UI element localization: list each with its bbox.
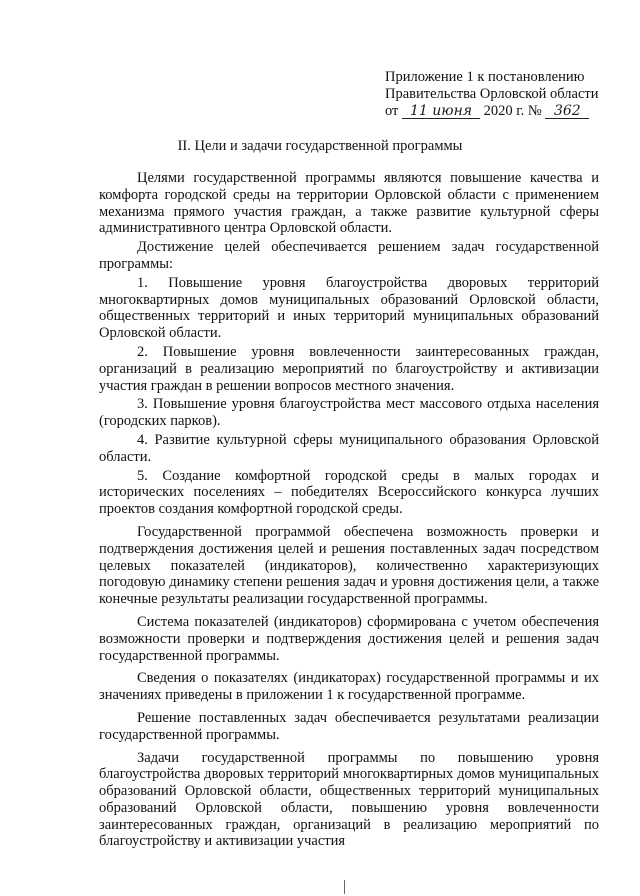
- paragraph-goals: Целями государственной программы являются повышение качества и комфорта городской среды на территории Орловской области с применением механизма прямого участия граждан, а также развитие культурной сферы административного центра Орловской области.: [99, 170, 599, 237]
- body-text: [99, 170, 599, 852]
- handwritten-date: 11 июня: [402, 104, 480, 119]
- handwritten-number: 362: [545, 104, 589, 119]
- paragraph-solution: Решение поставленных задач обеспечивается результатами реализации государственной программы.: [99, 709, 599, 743]
- paragraph-achievement: Достижение целей обеспечивается решением задач государственной программы:: [99, 239, 599, 272]
- paragraph-info: Сведения о показателях (индикаторах) государственной программы и их значениях приведены в приложении 1 к государственной программе.: [99, 670, 599, 704]
- task-item-5: 5. Создание комфортной городской среды в малых городах и исторических поселениях – победителях Всероссийского конкурса лучших проектов создания комфортной городской среды.: [99, 467, 599, 518]
- date-prefix: от: [385, 103, 399, 119]
- scan-mark: [344, 880, 345, 894]
- task-item-3: 3. Повышение уровня благоустройства мест массового отдыха населения (городских парков).: [99, 396, 599, 430]
- appendix-line-2: Правительства Орловской области: [385, 86, 599, 102]
- task-item-4: 4. Развитие культурной сферы муниципального образования Орловской области.: [99, 431, 599, 465]
- paragraph-indicators: Государственной программой обеспечена возможность проверки и подтверждения достижения целей и решения поставленных задач посредством целевых показателей (индикаторов), количественно характеризующих погодовую динамику степени решения задач и уровня достижения цели, а также конечные результаты реализации государственной программы.: [99, 523, 599, 608]
- paragraph-tasks: Задачи государственной программы по повышению уровня благоустройства дворовых территорий многоквартирных домов муниципальных образований Орловской области, общественных территорий муниципальных образований Орловской области, повышению уровня вовлеченности заинтересованных граждан, организаций в реализацию мероприятий по благоустройству и активизации участия: [99, 749, 599, 850]
- paragraph-system: Система показателей (индикаторов) сформирована с учетом обеспечения возможности проверки и подтверждения достижения целей и решения задач государственной программы.: [99, 613, 599, 664]
- task-item-2: 2. Повышение уровня вовлеченности заинтересованных граждан, организаций в реализацию мероприятий по благоустройству и активизации участия граждан в решении вопросов местного значения.: [99, 343, 599, 394]
- appendix-line-1: Приложение 1 к постановлению: [385, 69, 585, 85]
- appendix-line-3: [385, 103, 599, 120]
- task-item-1: 1. Повышение уровня благоустройства дворовых территорий многоквартирных домов муниципальных образований Орловской области, общественных территорий и иных территорий муниципальных образований Орловской области.: [99, 274, 599, 342]
- appendix-header: [385, 69, 599, 120]
- year-and-number-label: 2020 г. №: [483, 103, 542, 119]
- section-title: II. Цели и задачи государственной программы: [177, 138, 463, 154]
